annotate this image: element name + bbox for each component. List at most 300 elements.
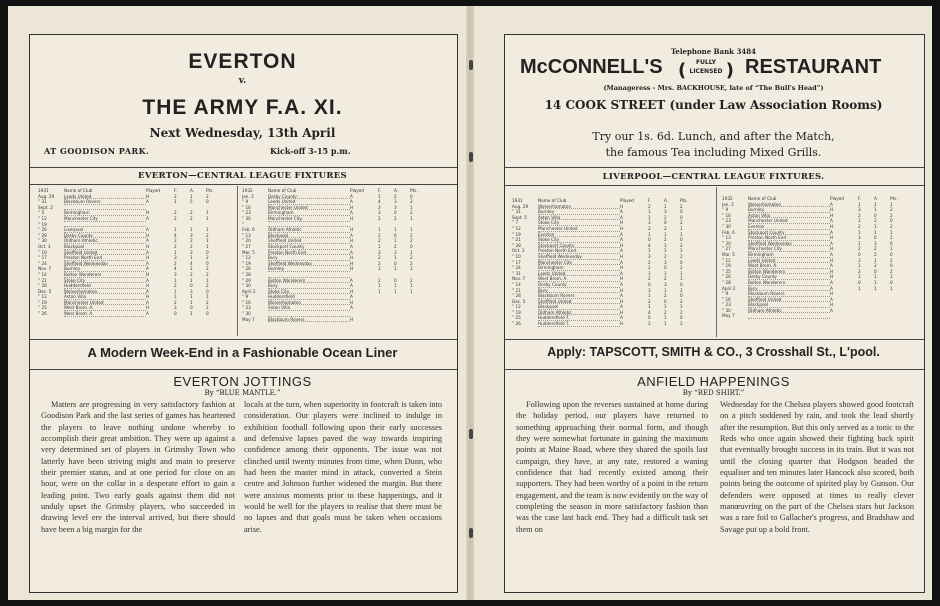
fixture-for: 1 xyxy=(174,227,177,233)
fixture-date: ” 9 xyxy=(242,294,249,300)
fixture-points: 1 xyxy=(206,277,209,283)
fixture-date: ” 10 xyxy=(512,253,521,259)
fixture-points: 2 xyxy=(680,203,683,209)
fixture-against: 2 xyxy=(190,210,193,216)
fixture-points: 1 xyxy=(206,238,209,244)
liverpool-fixtures-col-a xyxy=(512,198,708,327)
fixture-venue: H xyxy=(620,321,624,327)
fixture-club: Bury xyxy=(268,283,350,289)
right-rule-3 xyxy=(504,369,924,370)
fixtures-year: 1932 xyxy=(722,196,733,201)
fixture-date: ” 16 xyxy=(242,299,251,305)
fixture-points: 0 xyxy=(890,240,893,246)
fixture-for: 2 xyxy=(174,210,177,216)
fixture-venue: H xyxy=(146,271,150,277)
restaurant-name-left: McCONNELL'S xyxy=(520,56,663,78)
fixture-club: West Brom. A. xyxy=(64,305,146,311)
fixture-venue: H xyxy=(620,203,624,209)
fixture-club: Manchester City xyxy=(64,216,146,222)
fixture-against: 3 xyxy=(190,288,193,294)
fixture-for: 3 xyxy=(174,305,177,311)
fixture-against: 4 xyxy=(190,260,193,266)
fixtures-header-f: F. xyxy=(858,196,862,201)
fixture-venue: H xyxy=(830,257,834,263)
fixture-for: 2 xyxy=(858,268,861,274)
fixture-date: ” 23 xyxy=(722,302,731,308)
fixture-points: 0 xyxy=(206,311,209,317)
fixture-against: 0 xyxy=(394,277,397,283)
fixture-date: ” 12 xyxy=(512,304,521,310)
fixtures-header-a: A. xyxy=(394,188,399,193)
restaurant-address: 14 COOK STREET (under Law Association Rooms) xyxy=(544,98,883,112)
fixtures-header-played: Played xyxy=(146,188,160,193)
fixture-for: 1 xyxy=(648,209,651,215)
fixture-club: Birmingham xyxy=(64,210,146,216)
fixture-club: Bury xyxy=(748,286,830,292)
fixture-points: 1 xyxy=(410,215,413,221)
fixture-for: 1 xyxy=(378,193,381,199)
fixture-venue: A xyxy=(350,294,353,300)
fixture-for: 3 xyxy=(378,204,381,210)
fixture-venue: H xyxy=(830,207,834,213)
fixture-club: Wolverhampton xyxy=(64,289,146,295)
fixture-venue: A xyxy=(620,209,623,215)
fixture-points: 2 xyxy=(206,299,209,305)
fixture-points: 2 xyxy=(680,220,683,226)
everton-jottings-byline: By “BLUE MANTLE.” xyxy=(204,389,281,397)
fixture-against: 2 xyxy=(190,243,193,249)
fixture-for: 3 xyxy=(174,271,177,277)
fixtures-header-club: Name of Club xyxy=(538,198,567,203)
everton-jottings-title: EVERTON JOTTINGS xyxy=(173,374,312,389)
fixture-against: 2 xyxy=(394,215,397,221)
fixture-date: ” 16 xyxy=(722,212,731,218)
fixture-club: Burnley xyxy=(268,266,350,272)
fixture-against: 1 xyxy=(394,266,397,272)
fixture-against: 1 xyxy=(190,227,193,233)
fixture-points: 0 xyxy=(890,279,893,285)
fixture-against: 1 xyxy=(190,311,193,317)
fixture-venue: A xyxy=(830,201,833,207)
fixture-venue: H xyxy=(350,288,354,294)
fixture-venue: H xyxy=(830,246,834,252)
fixture-club: Sheffield Wednesday xyxy=(748,241,830,247)
fixture-points: 1 xyxy=(680,304,683,310)
fixture-club: Birmingham xyxy=(538,265,620,271)
fixture-date: ” 28 xyxy=(38,283,47,289)
fixture-points: 1 xyxy=(206,215,209,221)
fixture-venue: A xyxy=(350,243,353,249)
fixture-points: 0 xyxy=(890,251,893,257)
fixture-venue: A xyxy=(146,249,149,255)
fixture-for: 3 xyxy=(648,253,651,259)
fixture-club: Bolton Wanderers xyxy=(748,269,830,275)
fixture-club: Huddersfield T. xyxy=(538,315,620,321)
fixture-for: 1 xyxy=(378,243,381,249)
fixture-club: Preston North End xyxy=(64,255,146,261)
fixture-for: 1 xyxy=(858,263,861,269)
fixture-venue: A xyxy=(620,214,623,220)
fixture-against: 0 xyxy=(394,260,397,266)
fixture-venue: A xyxy=(830,285,833,291)
fixture-row xyxy=(242,317,442,323)
fixture-against: 2 xyxy=(190,215,193,221)
fixture-against: 1 xyxy=(190,277,193,283)
fixture-venue: A xyxy=(830,307,833,313)
fixture-against: 1 xyxy=(874,207,877,213)
fixture-for: 3 xyxy=(858,207,861,213)
fixture-points xyxy=(890,313,906,319)
fixture-venue: H xyxy=(350,299,354,305)
fixture-points: 0 xyxy=(680,209,683,215)
fixture-for: 2 xyxy=(648,298,651,304)
fixture-date: ” 26 xyxy=(722,274,731,280)
fixture-venue: H xyxy=(350,255,354,261)
fixture-date: ” 14 xyxy=(512,281,521,287)
fixture-club: Preston North End xyxy=(268,250,350,256)
fixture-for: 0 xyxy=(648,315,651,321)
fixture-club: Sheffield United xyxy=(268,238,350,244)
fixture-date: April 2 xyxy=(242,288,256,294)
fixture-row xyxy=(38,311,230,317)
fixture-for: 2 xyxy=(378,215,381,221)
fixture-club: Blackburn Rovers xyxy=(748,291,830,297)
fixtures-header-f: F. xyxy=(174,188,178,193)
anfield-happenings-col1: Following upon the reverses sustained at home during the holiday period, our players have returned to something approaching their normal form, and though they were somewhat fortunate in gaining the maximum points at Maine Road, where they shared the spoils last campaign, they have, at any rate, restored a waning confidence that had recently existed among their supporters. They had been worthy of a point in the return engagement, and the team is now evidently on the way of completing the season in more satisfactory fashion than was the case last back end. They had a difficult task set them on xyxy=(516,400,708,534)
restaurant-telephone: Telephone Bank 3484 xyxy=(671,47,756,56)
match-versus: v. xyxy=(238,76,247,86)
fixture-venue: H xyxy=(146,294,150,300)
fixture-date: ” 26 xyxy=(38,311,47,317)
fixture-against: 1 xyxy=(874,279,877,285)
fixture-against: 2 xyxy=(664,225,667,231)
fixture-against xyxy=(874,313,890,319)
restaurant-name-right: RESTAURANT xyxy=(745,56,882,78)
fixture-date: ” 9 xyxy=(722,207,729,213)
fixture-points: 0 xyxy=(410,243,413,249)
fixture-points: 0 xyxy=(890,263,893,269)
fixture-club: Sheffield Wednesday xyxy=(64,261,146,267)
fixture-points: 1 xyxy=(410,227,413,233)
fixture-venue: H xyxy=(350,316,354,322)
fixture-date: ” 30 xyxy=(242,311,251,317)
fixtures-header-played: Played xyxy=(350,188,364,193)
fixture-venue: A xyxy=(146,288,149,294)
fixture-date: ” 20 xyxy=(722,240,731,246)
fixture-points: 0 xyxy=(410,193,413,199)
fixture-for: 2 xyxy=(378,232,381,238)
fixture-against: 1 xyxy=(874,257,877,263)
fixture-venue: H xyxy=(350,215,354,221)
fixture-for: 0 xyxy=(174,311,177,317)
fixture-club: Aston Villa xyxy=(268,305,350,311)
fixture-for: 3 xyxy=(378,249,381,255)
fixture-venue: H xyxy=(620,220,624,226)
right-rule-1 xyxy=(504,167,924,168)
fixture-venue: H xyxy=(620,309,624,315)
fixture-for: 2 xyxy=(858,212,861,218)
fixture-date: ” 16 xyxy=(722,296,731,302)
fixture-against: 2 xyxy=(394,243,397,249)
fixture-date: ” 19 xyxy=(512,231,521,237)
fixture-club: Huddersfield T. xyxy=(538,321,620,327)
fixture-club: Bury xyxy=(538,288,620,294)
fixture-date: ” 30 xyxy=(242,283,251,289)
fixture-points: 2 xyxy=(206,266,209,272)
fixture-against: 2 xyxy=(874,218,877,224)
fixtures-header-club: Name of Club xyxy=(268,188,297,193)
fixture-club: Aston Villa xyxy=(748,213,830,219)
fixture-date: Sept. 5 xyxy=(512,214,527,220)
fixture-date: ” 28 xyxy=(722,279,731,285)
fixture-points: 2 xyxy=(890,257,893,263)
fixture-points: 0 xyxy=(680,259,683,265)
fixture-date: ” 27 xyxy=(722,246,731,252)
fixture-against: 1 xyxy=(394,283,397,289)
fixture-for: 2 xyxy=(174,260,177,266)
fixture-against: 2 xyxy=(874,263,877,269)
fixture-venue: H xyxy=(146,193,150,199)
fixture-against: 1 xyxy=(190,299,193,305)
fixture-date: ” 31 xyxy=(512,270,521,276)
fixture-venue: A xyxy=(830,251,833,257)
fixture-points: 2 xyxy=(206,283,209,289)
fixture-club: Manchester City xyxy=(538,260,620,266)
fixture-club: Stoke City xyxy=(64,278,146,284)
fixture-against: 1 xyxy=(664,287,667,293)
fixtures-rows xyxy=(38,194,230,317)
fixture-for: 4 xyxy=(174,266,177,272)
fixture-for: 2 xyxy=(648,225,651,231)
fixture-points: 1 xyxy=(410,288,413,294)
fixture-date: ” 9 xyxy=(722,291,729,297)
fixture-date: ” 13 xyxy=(722,235,731,241)
fixture-for: 1 xyxy=(858,285,861,291)
fixture-for: 1 xyxy=(174,288,177,294)
fixture-date: ” 9 xyxy=(242,199,249,205)
fixture-for: 2 xyxy=(648,259,651,265)
fixture-points: 1 xyxy=(680,270,683,276)
fixture-for: 2 xyxy=(378,238,381,244)
fixture-against: 3 xyxy=(874,240,877,246)
fixture-points: 2 xyxy=(206,255,209,261)
fixture-venue: A xyxy=(830,279,833,285)
fixture-points: 0 xyxy=(680,214,683,220)
fixture-against: 3 xyxy=(664,259,667,265)
fixture-points xyxy=(410,317,426,323)
fixture-club: Stoke City xyxy=(538,237,620,243)
fixture-date: ” 12 xyxy=(38,294,47,300)
fixture-against: 2 xyxy=(664,237,667,243)
fixture-date: Dec. 5 xyxy=(512,298,526,304)
left-rule-2 xyxy=(29,339,457,340)
fixture-club: Bolton Wanderers xyxy=(268,278,350,284)
restaurant-manager: (Manageress - Mrs. BACKHOUSE, late of “The Bull's Head”) xyxy=(603,84,824,92)
fixture-venue: H xyxy=(620,287,624,293)
fixtures-header-a: A. xyxy=(190,188,195,193)
fixture-date: ” 25 xyxy=(722,268,731,274)
fixtures-header-pts: Pts. xyxy=(680,198,688,203)
fixture-against: 2 xyxy=(664,293,667,299)
restaurant-offer-line1: Try our 1s. 6d. Lunch, and after the Match, xyxy=(592,130,835,143)
fixture-club: Wolverhampton xyxy=(748,202,830,208)
fixture-row xyxy=(512,321,708,327)
fixture-date: Mar. 5 xyxy=(242,249,255,255)
fixture-date: ” 13 xyxy=(242,232,251,238)
fixture-for: 1 xyxy=(648,231,651,237)
fixture-points: 1 xyxy=(410,283,413,289)
fixture-against: 1 xyxy=(664,242,667,248)
fixture-against: 1 xyxy=(664,231,667,237)
fixture-club: Huddersfield xyxy=(64,283,146,289)
everton-fixtures-col-a xyxy=(38,188,230,317)
fixture-venue: H xyxy=(620,253,624,259)
fixture-against: 2 xyxy=(874,246,877,252)
fixture-for: 2 xyxy=(378,277,381,283)
fixture-for: 1 xyxy=(858,218,861,224)
ocean-liner-banner: A Modern Week-End in a Fashionable Ocean Liner xyxy=(87,345,398,360)
fixture-against: 1 xyxy=(190,294,193,300)
fixture-date: ” 29 xyxy=(242,277,251,283)
liverpool-fixtures-divider xyxy=(716,187,717,337)
fixtures-header-f: F. xyxy=(648,198,652,203)
fixture-points: 2 xyxy=(410,277,413,283)
fixture-points: 1 xyxy=(206,227,209,233)
fixture-date: Nov. 7 xyxy=(512,276,526,282)
fixture-against: 2 xyxy=(664,309,667,315)
fixture-club: Sheffield United xyxy=(538,299,620,305)
fixture-date: ” 28 xyxy=(512,293,521,299)
fixture-for: 4 xyxy=(174,232,177,238)
fixture-points: 2 xyxy=(680,298,683,304)
fixture-club: Blackburn Rovers xyxy=(64,199,146,205)
fixture-venue: A xyxy=(830,296,833,302)
fixture-against: 1 xyxy=(394,227,397,233)
fixture-for: 2 xyxy=(648,203,651,209)
fixture-points: 1 xyxy=(680,248,683,254)
right-page xyxy=(470,6,932,600)
fixture-against xyxy=(394,317,410,323)
fixture-date: ” 7 xyxy=(512,220,519,226)
fixture-points: 0 xyxy=(890,218,893,224)
fixture-club: Oldham Athletic xyxy=(64,238,146,244)
fixture-club: Burnley xyxy=(748,207,830,213)
fixture-club: Everton xyxy=(748,224,830,230)
fixture-for: 2 xyxy=(858,223,861,229)
fixtures-header-pts: Pts. xyxy=(890,196,898,201)
restaurant-licence: ( FULLY LICENSED ) xyxy=(678,59,734,81)
fixture-club: West Brom. A. xyxy=(64,311,146,317)
fixture-against: 3 xyxy=(664,281,667,287)
fixture-date: ” 27 xyxy=(242,243,251,249)
fixture-date: ” 19 xyxy=(512,309,521,315)
everton-jottings-col2: locals at the turn, when superiority in footcraft is taken into consideration. Our players were inclined to indulge in exhibition football following upon their early successes and defensive lapses paved the way towards inspiring confidence among their opponents. The issue was not clinched until twenty minutes from time, when Dunn, who had been the master mind in attack, converted a Stein centre and Johnson further widened the margin. But there were anxious moments prior to these happenings, and it would be well for the players to realise that there must be no lapses and that goals must be taken when occasions arise. xyxy=(244,400,442,534)
fixture-points: 1 xyxy=(410,204,413,210)
fixture-against: 0 xyxy=(190,283,193,289)
left-rule-3 xyxy=(29,369,457,370)
match-team: EVERTON xyxy=(188,50,297,73)
fixture-venue: H xyxy=(146,232,150,238)
fixture-club: Manchester City xyxy=(748,246,830,252)
fixture-date: ” 24 xyxy=(512,265,521,271)
fixture-points: 1 xyxy=(890,229,893,235)
fixtures-header-f: F. xyxy=(378,188,382,193)
fixture-date: ” xyxy=(242,221,245,227)
fixture-venue: H xyxy=(830,274,834,280)
fixture-club: Derby County xyxy=(268,194,350,200)
fixture-points: 0 xyxy=(680,237,683,243)
match-kickoff: Kick-off 3-15 p.m. xyxy=(270,146,351,156)
fixture-against: 1 xyxy=(664,321,667,327)
fixture-club: Burnley xyxy=(64,266,146,272)
fixture-club: Leeds United xyxy=(268,199,350,205)
tapscott-banner: Apply: TAPSCOTT, SMITH & CO., 3 Crosshall St., L'pool. xyxy=(547,345,880,359)
fixture-against: 2 xyxy=(664,276,667,282)
fixture-against: 1 xyxy=(874,201,877,207)
fixture-club: Manchester United xyxy=(538,226,620,232)
fixture-club: Everton xyxy=(538,232,620,238)
fixture-date: ” 28 xyxy=(512,242,521,248)
fixture-club: Bolton Wanderers xyxy=(748,280,830,286)
fixtures-header-a: A. xyxy=(664,198,669,203)
fixture-against: 2 xyxy=(394,193,397,199)
fixture-venue: A xyxy=(620,270,623,276)
fixture-points: 1 xyxy=(890,274,893,280)
fixture-date: Sept. 2 xyxy=(38,204,53,210)
fixture-for: 3 xyxy=(174,255,177,261)
fixture-date: ” 26 xyxy=(242,266,251,272)
fixture-date: Oct. 3 xyxy=(38,243,51,249)
fixture-club: Preston North End xyxy=(538,248,620,254)
fixture-date: April 2 xyxy=(722,285,736,291)
fixture-against: 1 xyxy=(394,288,397,294)
fixture-club: Stockport County xyxy=(538,243,620,249)
fixture-club: Blackpool xyxy=(64,244,146,250)
fixture-for: 3 xyxy=(648,220,651,226)
fixture-against: 1 xyxy=(664,248,667,254)
fixture-for: 3 xyxy=(858,235,861,241)
fixture-for: 1 xyxy=(378,288,381,294)
fixture-for: 1 xyxy=(648,293,651,299)
fixtures-rows xyxy=(722,202,918,319)
fixture-venue: H xyxy=(620,265,624,271)
fixture-against: 0 xyxy=(664,220,667,226)
fixture-for: 1 xyxy=(648,304,651,310)
fixture-against: 0 xyxy=(190,305,193,311)
fixture-club: Leeds United xyxy=(64,194,146,200)
fixture-club: Stockport County xyxy=(268,244,350,250)
fixture-club: Stockport County xyxy=(748,230,830,236)
fixture-points: 2 xyxy=(410,238,413,244)
fixture-for: 1 xyxy=(858,274,861,280)
fixture-points: 1 xyxy=(206,243,209,249)
fixture-date: ” 12 xyxy=(242,255,251,261)
fixture-for: 2 xyxy=(174,243,177,249)
fixture-date: ” 20 xyxy=(242,238,251,244)
fixture-points: 2 xyxy=(410,199,413,205)
left-rule-1 xyxy=(29,167,457,168)
fixture-date: ” 19 xyxy=(242,260,251,266)
fixture-date: ” 16 xyxy=(242,204,251,210)
fixture-against: 1 xyxy=(190,266,193,272)
fixture-date: ” 30 xyxy=(722,307,731,313)
fixture-for: 1 xyxy=(378,283,381,289)
fixture-date: ” 30 xyxy=(722,223,731,229)
fixture-venue: A xyxy=(830,240,833,246)
fixture-for: 1 xyxy=(174,249,177,255)
fixtures-year: 1932 xyxy=(242,188,253,193)
fixture-date: ” 21 xyxy=(512,237,521,243)
